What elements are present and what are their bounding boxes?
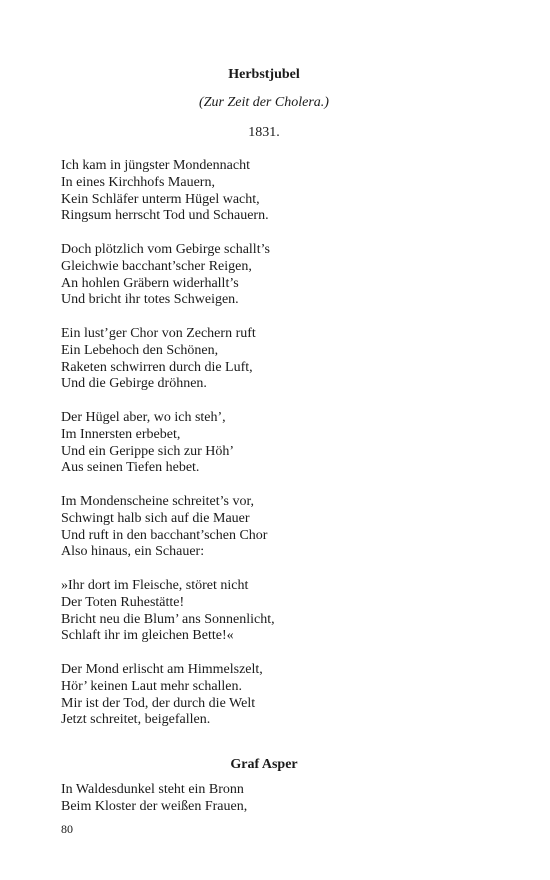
- verse-line: Mir ist der Tod, der durch die Welt: [61, 695, 256, 711]
- verse-line: Gleichwie bacchant’scher Reigen,: [61, 258, 252, 274]
- verse-line: In Waldesdunkel steht ein Bronn: [61, 782, 244, 797]
- verse-line: Und bricht ihr totes Schweigen.: [61, 292, 239, 308]
- verse-line: In eines Kirchhofs Mauern,: [61, 174, 215, 190]
- verse-line: An hohlen Gräbern widerhallt’s: [61, 275, 239, 291]
- verse-line: Ein lust’ger Chor von Zechern ruft: [61, 326, 256, 341]
- verse-line: Im Mondenscheine schreitet’s vor,: [61, 494, 255, 509]
- verse-line: Der Toten Ruhestätte!: [61, 594, 185, 610]
- verse-line: Schlaft ihr im gleichen Bette!«: [61, 628, 234, 644]
- verse-line: Beim Kloster der weißen Frauen,: [61, 798, 248, 814]
- verse-line: Hör’ keinen Laut mehr schallen.: [61, 678, 243, 694]
- stanza: [61, 326, 256, 393]
- verse-line: Und ein Gerippe sich zur Höh’: [61, 443, 235, 459]
- verse-line: Ich kam in jüngster Mondennacht: [61, 158, 250, 173]
- verse-line: Schwingt halb sich auf die Mauer: [61, 510, 250, 526]
- stanza: [61, 578, 275, 645]
- stanza: [61, 410, 234, 477]
- verse-line: Aus seinen Tiefen hebet.: [61, 460, 200, 476]
- verse-line: Ringsum herrscht Tod und Schauern.: [61, 208, 269, 224]
- verse-line: Jetzt schreitet, beigefallen.: [61, 712, 211, 728]
- stanza: [61, 782, 247, 816]
- stanza: [61, 662, 263, 729]
- poem-title: Herbstjubel: [228, 67, 300, 82]
- verse-line: Raketen schwirren durch die Luft,: [61, 359, 253, 375]
- poem-subtitle: (Zur Zeit der Cholera.): [199, 95, 329, 110]
- poem-title: Graf Asper: [230, 757, 298, 772]
- stanza: [61, 158, 269, 225]
- stanza: [61, 242, 270, 309]
- verse-line: Kein Schläfer unterm Hügel wacht,: [61, 191, 260, 207]
- verse-line: Also hinaus, ein Schauer:: [61, 544, 205, 560]
- verse-line: Bricht neu die Blum’ ans Sonnenlicht,: [61, 611, 275, 627]
- verse-line: »Ihr dort im Fleische, störet nicht: [61, 578, 249, 593]
- page-number: 80: [61, 822, 73, 836]
- verse-line: Im Innersten erbebet,: [61, 426, 181, 442]
- verse-line: Ein Lebehoch den Schönen,: [61, 342, 219, 358]
- poem-year: 1831.: [248, 125, 280, 140]
- verse-line: Der Mond erlischt am Himmelszelt,: [61, 662, 263, 677]
- verse-line: Der Hügel aber, wo ich steh’,: [61, 410, 226, 425]
- verse-line: Und ruft in den bacchant’schen Chor: [61, 527, 268, 543]
- verse-line: Doch plötzlich vom Gebirge schallt’s: [61, 242, 270, 257]
- stanza: [61, 494, 267, 561]
- verse-line: Und die Gebirge dröhnen.: [61, 376, 207, 392]
